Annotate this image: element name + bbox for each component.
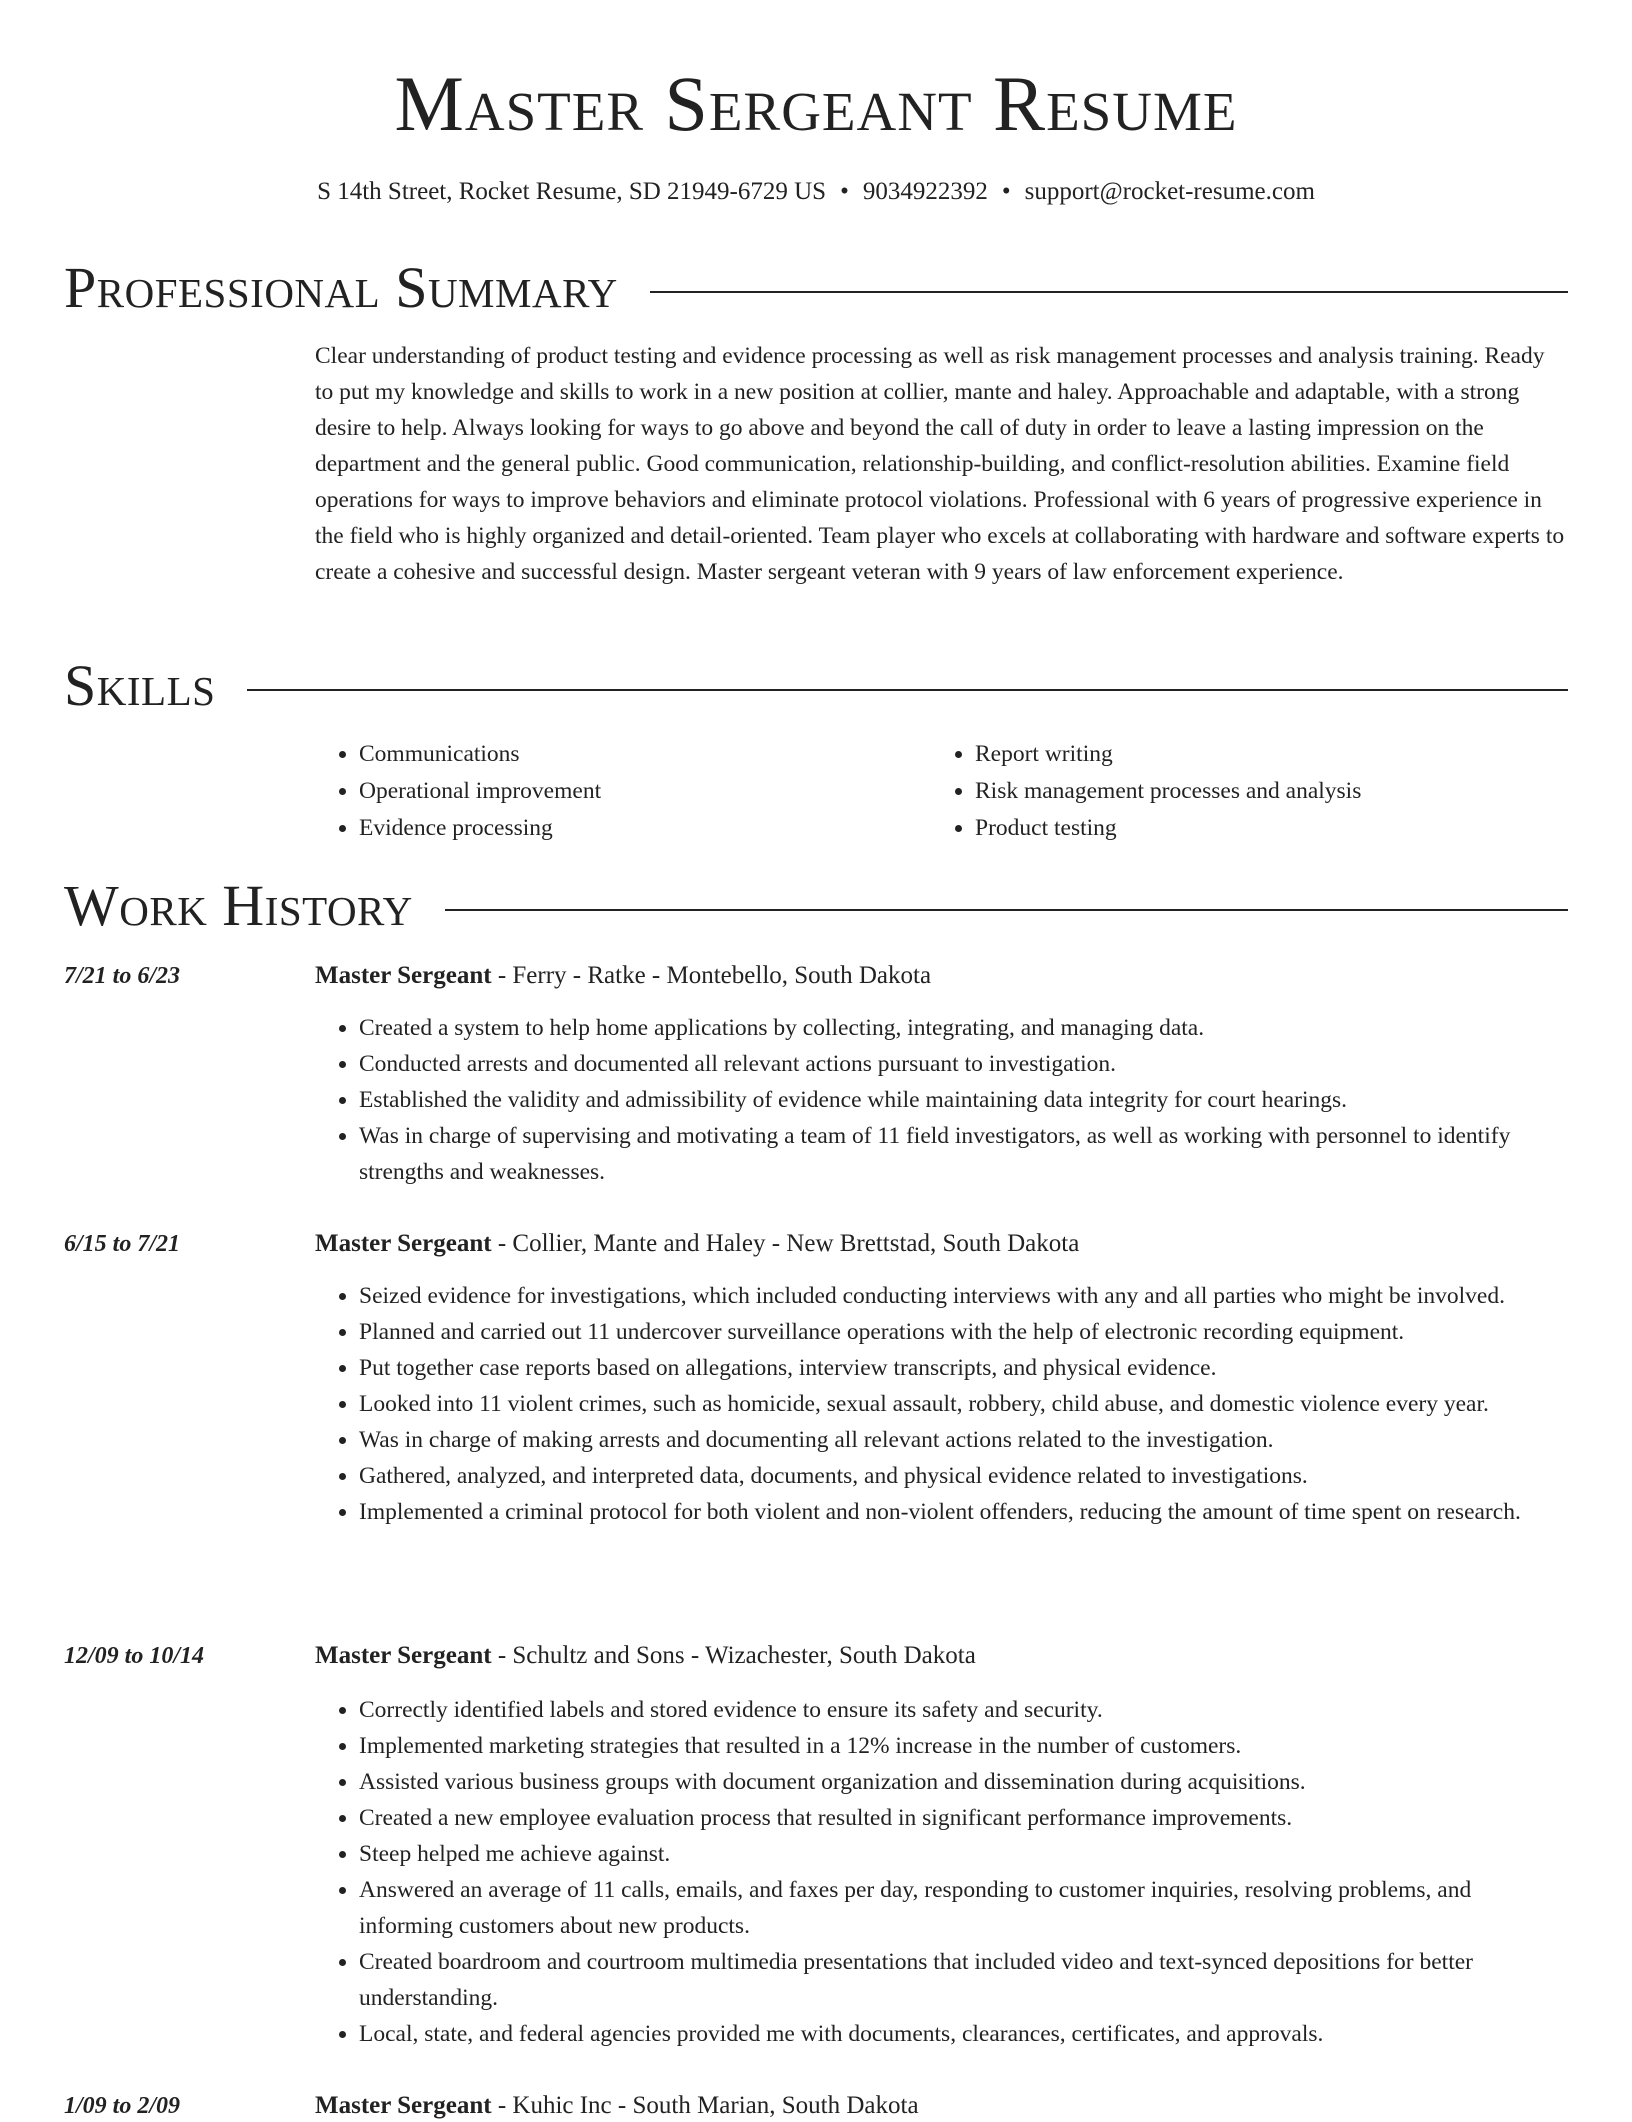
job-bullet: • Gathered, analyzed, and interpreted data, documents, and physical evidence related to investigations. bbox=[359, 1458, 1568, 1494]
job-employer: - Ferry - Ratke - Montebello, South Dakota bbox=[491, 962, 932, 989]
contact-address: S 14th Street, Rocket Resume, SD 21949-6729 US bbox=[317, 178, 827, 205]
contact-email: support@rocket-resume.com bbox=[1024, 178, 1315, 205]
work-section-header bbox=[64, 874, 1568, 938]
job-title-line bbox=[315, 960, 1568, 992]
summary-section-title: Professional Summary bbox=[64, 255, 618, 320]
job-dates: 12/09 to 10/14 bbox=[64, 1643, 205, 1669]
section-divider bbox=[247, 689, 1568, 691]
job-bullet: • Implemented a criminal protocol for both violent and non-violent offenders, reducing the amount of time spent on research. bbox=[359, 1494, 1568, 1530]
contact-separator: • bbox=[1001, 178, 1011, 205]
job-title-line bbox=[315, 1228, 1568, 1260]
skill-item: • Communications bbox=[359, 736, 931, 773]
job-bullet: • Put together case reports based on allegations, interview transcripts, and physical evidence. bbox=[359, 1350, 1568, 1386]
job-bullet: • Seized evidence for investigations, which included conducting interviews with any and all parties who might be involved. bbox=[359, 1278, 1568, 1314]
job-role: Master Sergeant bbox=[315, 962, 492, 989]
job-bullet: • Created a system to help home applications by collecting, integrating, and managing data. bbox=[359, 1010, 1568, 1046]
resume-title: Master Sergeant Resume bbox=[394, 60, 1238, 147]
job-title-line bbox=[315, 2090, 1568, 2122]
skills-column-right bbox=[931, 736, 1547, 847]
job-employer: - Kuhic Inc - South Marian, South Dakota bbox=[491, 2092, 919, 2119]
section-divider bbox=[445, 909, 1568, 911]
job-bullet: • Correctly identified labels and stored evidence to ensure its safety and security. bbox=[359, 1692, 1568, 1728]
job-bullet: • Created a new employee evaluation process that resulted in significant performance improvements. bbox=[359, 1800, 1568, 1836]
summary-section-header bbox=[64, 256, 1568, 320]
job-title-line bbox=[315, 1640, 1568, 1672]
skills-column-left bbox=[315, 736, 931, 847]
summary-text: Clear understanding of product testing and evidence processing as well as risk management processes and analysis training. Ready to put my knowledge and skills to work in a new position at collier, mante and haley. Approachable and adaptable, with a strong desire to help. Always looking for ways to go above and beyond the call of duty in order to leave a lasting impression on the department and the general public. Good communication, relationship-building, and conflict-resolution abilities. Examine field operations for ways to improve behaviors and eliminate protocol violations. Professional with 6 years of progressive experience in the field who is highly organized and detail-oriented. Team player who excels at collaborating with hardware and software experts to create a cohesive and successful design. Master sergeant veteran with 9 years of law enforcement experience. bbox=[315, 343, 1565, 585]
job-bullet: • Planned and carried out 11 undercover surveillance operations with the help of electronic recording equipment. bbox=[359, 1314, 1568, 1350]
skill-item: • Operational improvement bbox=[359, 773, 931, 810]
skill-item: • Product testing bbox=[975, 810, 1547, 847]
job-bullet: • Local, state, and federal agencies provided me with documents, clearances, certificates, and approvals. bbox=[359, 2016, 1568, 2052]
job-bullet: • Was in charge of making arrests and documenting all relevant actions related to the investigation. bbox=[359, 1422, 1568, 1458]
section-divider bbox=[650, 291, 1568, 293]
job-dates: 1/09 to 2/09 bbox=[64, 2093, 181, 2119]
contact-line bbox=[0, 176, 1632, 208]
job-dates: 7/21 to 6/23 bbox=[64, 963, 181, 989]
job-bullet: • Conducted arrests and documented all relevant actions pursuant to investigation. bbox=[359, 1046, 1568, 1082]
job-bullets bbox=[315, 1010, 1568, 1190]
job-bullet: • Steep helped me achieve against. bbox=[359, 1836, 1568, 1872]
job-employer: - Schultz and Sons - Wizachester, South Dakota bbox=[491, 1642, 976, 1669]
job-bullet: • Answered an average of 11 calls, emails, and faxes per day, responding to customer inquiries, resolving problems, and informing customers about new products. bbox=[359, 1872, 1568, 1944]
job-bullets bbox=[315, 1692, 1568, 2052]
contact-separator: • bbox=[840, 178, 849, 205]
skills-list bbox=[315, 736, 1568, 847]
skill-item: • Evidence processing bbox=[359, 810, 931, 847]
job-employer: - Collier, Mante and Haley - New Brettstad, South Dakota bbox=[491, 1230, 1080, 1257]
job-bullet: • Assisted various business groups with document organization and dissemination during acquisitions. bbox=[359, 1764, 1568, 1800]
work-section-title: Work History bbox=[64, 873, 413, 938]
job-bullet: • Looked into 11 violent crimes, such as homicide, sexual assault, robbery, child abuse, and domestic violence every year. bbox=[359, 1386, 1568, 1422]
job-role: Master Sergeant bbox=[315, 1642, 492, 1669]
contact-phone: 9034922392 bbox=[862, 178, 988, 205]
job-bullet: • Created boardroom and courtroom multimedia presentations that included video and text-synced depositions for better understanding. bbox=[359, 1944, 1568, 2016]
job-bullets bbox=[315, 1278, 1568, 1530]
job-bullet: • Established the validity and admissibility of evidence while maintaining data integrity for court hearings. bbox=[359, 1082, 1568, 1118]
job-bullet: • Was in charge of supervising and motivating a team of 11 field investigators, as well as working with personnel to identify strengths and weaknesses. bbox=[359, 1118, 1568, 1190]
skill-item: • Report writing bbox=[975, 736, 1547, 773]
skill-item: • Risk management processes and analysis bbox=[975, 773, 1547, 810]
job-bullet: • Implemented marketing strategies that resulted in a 12% increase in the number of customers. bbox=[359, 1728, 1568, 1764]
job-dates: 6/15 to 7/21 bbox=[64, 1231, 181, 1257]
job-role: Master Sergeant bbox=[315, 2092, 492, 2119]
skills-section-header bbox=[64, 654, 1568, 718]
skills-section-title: Skills bbox=[64, 653, 216, 718]
job-role: Master Sergeant bbox=[315, 1230, 492, 1257]
